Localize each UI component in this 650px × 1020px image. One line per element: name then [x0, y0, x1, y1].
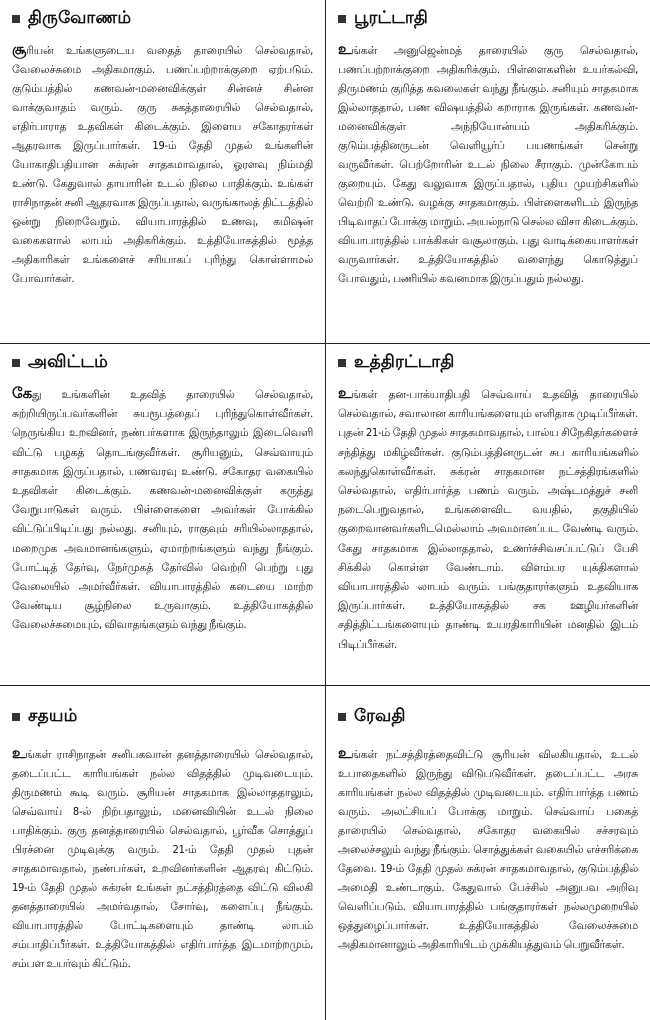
section-body: உங்கள் தன-பாக்யாதிபதி செவ்வாய் உதவித் தாரையில் செல்வதால், சவாலான காரியங்களையும் எளிதாக முடிப்பீர்கள். புதன் 21-ம் தேதி முதல் சாதகமாவதால், பால்ய சிநேகிதர்களைச் சந்தித்து மகிழ்வீர்கள். குடும்பத்தினருடன் சுப காரியங்களில் கலந்துகொள்வீர்கள். சுக்ரன் சாதகமான நட்சத்திரங்களில் செல்வதால், எதிர்பார்த்த பணம் வரும். அஷ்டமத்துச் சனி நடைபெறுவதால், உங்களைவிட வயதில், தகுதியில் குறைவானவர்களிடமெல்லாம் அவமானப்பட வேண்டி வரும். கேது சாதகமாக இல்லாததால், உணர்ச்சிவசப்பட்டுப் பேசி சிக்கில் கொள்ள வேண்டாம். விளம்பர யுக்திகளால் வியாபாரத்தில் லாபம் வரும். பங்குதாரர்களும் உதவியாக இருப்பார்கள். உத்தியோகத்தில் சக ஊழியர்களின் சதித்திட்டங்களையும் தாண்டி உயரதிகாரியின் மனதில் இடம் பிடிப்பீர்கள். [338, 384, 638, 651]
square-bullet-icon [12, 713, 20, 721]
section-body: உங்கள் ராசிநாதன் சனிபகவான் தனத்தாரையில் செல்வதால், தடைப்பட்ட காரியங்கள் நல்ல விதத்தில் முடிவடையும். திருமணம் கூடி வரும். சூரியன் சாதகமாக இல்லாததாலும், செவ்வாய் 8-ல் நிற்பதாலும், மனைவியின் உடல் நிலை பாதிக்கும். குரு தனத்தாரையில் செல்வதால், பூர்வீக சொத்துப் பிரச்னை முடிவுக்கு வரும். 21-ம் தேதி முதல் புதன் சாதகமாவதால், நண்பர்கள், உறவினர்களின் ஆதரவு கிட்டும். 19-ம் தேதி முதல் சுக்ரன் உங்கள் நட்சத்திரத்தை விட்டு விலகி தனத்தாரையில் அமர்வதால், சோர்வு, களைப்பு நீங்கும். வியாபாரத்தில் போட்டிகளையும் தாண்டி லாபம் சம்பாதிப்பீர்கள். உத்தியோகத்தில் எதிர்பார்த்த இடமாற்றமும், சம்பள உயர்வும் கிட்டும். [12, 744, 313, 970]
section-avittam [0, 343, 325, 685]
section-revathi [325, 685, 650, 1020]
section-body: கேது உங்களின் உதவித் தாரையில் செல்வதால், சுற்றியிருப்பவர்களின் சுயரூபத்தைப் புரிந்துகொள்வீர்கள். நெருங்கிய உறவினர், நண்பர்களாக இருந்தாலும் இடைவெளி விட்டு பழகத் தொடங்குவீர்கள். சூரியனும், செவ்வாயும் சாதகமாக இருப்பதால், பணவரவு உண்டு. சகோதர வகையில் உதவிகள் கிடைக்கும். கணவன்-மனைவிக்குள் கருத்து வேறுபாடுகள் வரும். பிள்ளைகளை அவர்கள் போக்கில் விட்டுப்பிடிப்பது நல்லது. சனியும், ராகுவும் சரியில்லாததால், மறைமுக அவமானங்களும், ஏமாற்றங்களும் வந்து நீங்கும். போட்டித் தேர்வு, நேர்முகத் தேர்வில் வெற்றி பெற்று புது வேலையில் அமர்வீர்கள். வியாபாரத்தில் கடையை மாற்ற வேண்டிய சூழ்நிலை உருவாகும். உத்தியோகத்தில் வேலைச்சுமையும், விவாதங்களும் வந்து நீங்கும். [12, 384, 313, 632]
section-body: சூரியன் உங்களுடைய வதைத் தாரையில் செல்வதால், வேலைச்சுமை அதிகமாகும். பணப்பற்றாக்குறை ஏற்படும். குடும்பத்தில் கணவன்-மனைவிக்குள் சின்னச் சின்ன வாக்குவாதம் வரும். குரு சுகத்தாரையில் செல்வதால், எதிர்பாராத உதவிகள் கிடைக்கும். இளைய சகோதரர்கள் ஆதரவாக இருப்பார்கள். 19-ம் தேதி முதல் உங்களின் யோகாதிபதியான சுக்ரன் சாதகமாவதால், ஓரளவு நிம்மதி உண்டு. கேதுவால் தாயாரின் உடல் நிலை பாதிக்கும். உங்கள் ராசிநாதன் சனி ஆதரவாக இருப்பதால், வருங்காலத் திட்டத்தில் ஒன்று நிறைவேறும். வியாபாரத்தில் உணவு, கமிஷன் வகைகளால் லாபம் அதிகரிக்கும். உத்தியோகத்தில் மூத்த அதிகாரிகள் உங்களைச் சரியாகப் புரிந்து கொள்ளாமல் போவார்கள். [12, 40, 313, 285]
section-title: ரேவதி [354, 706, 406, 726]
section-header [338, 704, 638, 730]
section-pooratathi [325, 0, 650, 343]
section-title: அவிட்டம் [28, 352, 108, 372]
section-title: சதயம் [28, 706, 78, 726]
square-bullet-icon [338, 713, 346, 721]
section-body: உங்கள் அனுஜென்மத் தாரையில் குரு செல்வதால், பணப்பற்றாக்குறை அதிகரிக்கும். பிள்ளைகளின் உயர்கல்வி, திருமணம் குறித்த கவலைகள் வந்து நீங்கும். சனியும் சாதகமாக இல்லாததால், பண விஷயத்தில் கறாராக இருங்கள். கணவன்-மனைவிக்குள் அந்நியோன்யம் அதிகரிக்கும். குடும்பத்தினருடன் வெளியூர்ப் பயணங்கள் சென்று வருவீர்கள். பெற்றோரின் உடல் நிலை சீராகும். முன்கோபம் குறையும். கேது வலுவாக இருப்பதால், புதிய முயற்சிகளில் வெற்றி உண்டு. வழக்கு சாதகமாகும். பிள்ளைகளிடம் இருந்த பிடிவாதப் போக்கு மாறும். அயல்நாடு செல்ல விசா கிடைக்கும். வியாபாரத்தில் பாக்கிகள் வசூலாகும். புது வாடிக்கையாளர்கள் வருவார்கள். உத்தியோகத்தில் வளைந்து கொடுத்துப் போவதும், பணியில் கவனமாக இருப்பதும் நல்லது. [338, 40, 638, 285]
section-sathayam [0, 685, 325, 1020]
square-bullet-icon [12, 359, 20, 367]
section-body: உங்கள் நட்சத்திரத்தைவிட்டு சூரியன் விலகியதால், உடல் உபாதைகளில் இருந்து விடுபடுவீர்கள். தடைப்பட்ட அரசு காரியங்கள் நல்ல விதத்தில் முடிவடையும். எதிர்பார்த்த பணம் வரும். அலட்சியப் போக்கு மாறும். செவ்வாய் பகைத் தாரையில் செல்வதால், சகோதர வகையில் சச்சரவும் அலைச்சலும் வந்து நீங்கும். சொத்துக்கள் வகையில் எச்சரிக்கை தேவை. 19-ம் தேதி முதல் சுக்ரன் சாதகமாவதால், குடும்பத்தில் அமைதி உண்டாகும். கேதுவால் பேச்சில் அனுபவ அறிவு வெளிப்படும். வியாபாரத்தில் பங்குதாரர்கள் நல்லமுறையில் ஒத்துழைப்பார்கள். உத்தியோகத்தில் வேலைச்சுமை அதிகமானாலும் அதிகாரியிடம் முக்கியத்துவம் பெறுவீர்கள். [338, 744, 638, 951]
square-bullet-icon [338, 359, 346, 367]
section-header [338, 6, 638, 32]
section-title: உத்திரட்டாதி [354, 352, 455, 372]
square-bullet-icon [12, 15, 20, 23]
section-header [12, 6, 313, 32]
section-header [12, 704, 313, 730]
section-uthirattathi [325, 343, 650, 685]
section-title: பூரட்டாதி [354, 8, 429, 28]
section-header [338, 350, 638, 376]
square-bullet-icon [338, 15, 346, 23]
section-header [12, 350, 313, 376]
section-title: திருவோணம் [28, 8, 132, 28]
section-thiruvonam [0, 0, 325, 343]
